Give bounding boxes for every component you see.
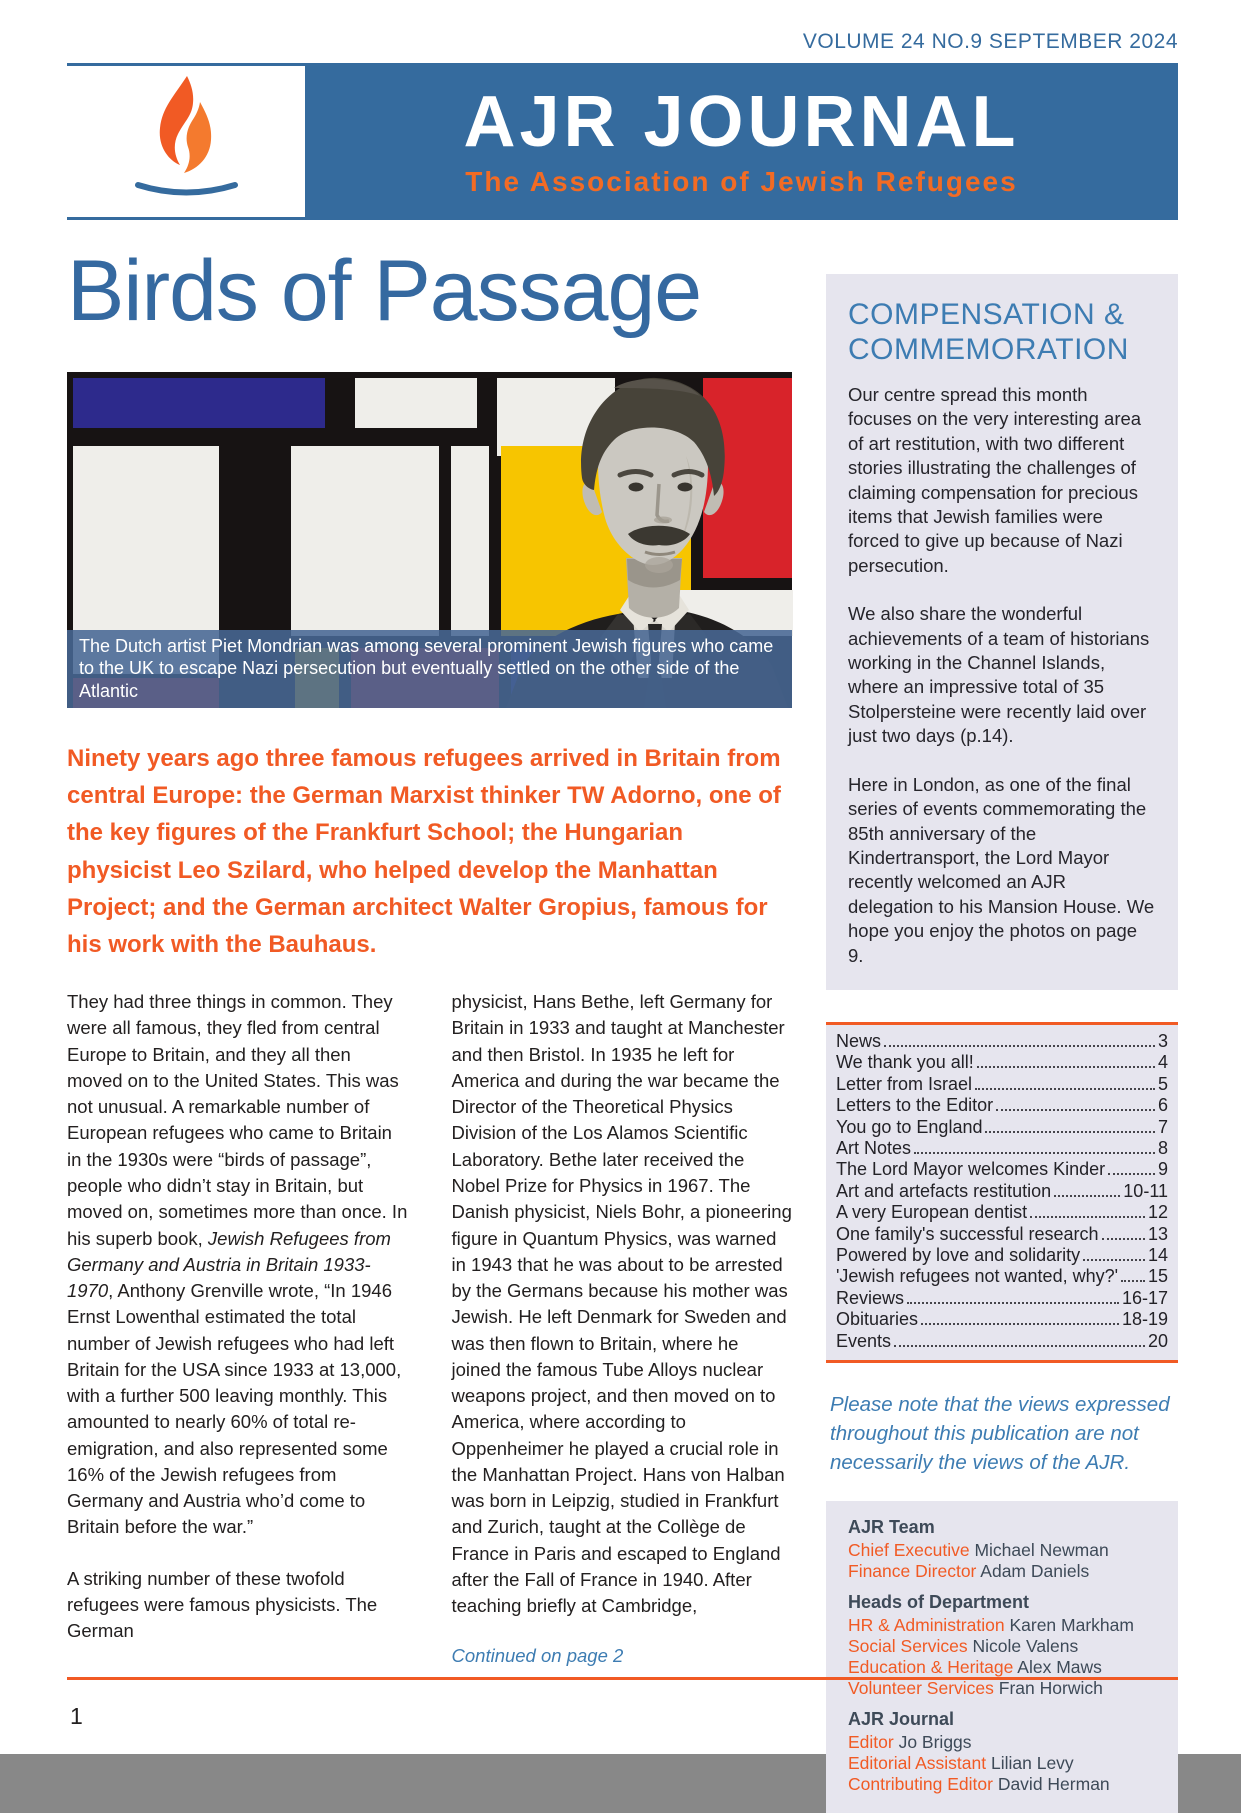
feature-box: [826, 274, 1178, 990]
team-row: Chief Executive Michael Newman: [848, 1540, 1109, 1561]
contents-row: Letters to the Editor 6: [836, 1095, 1168, 1116]
contents-row: Events 20: [836, 1330, 1168, 1351]
disclaimer-note: Please note that the views expressed throughout this publication are not necessarily the views of the AJR.: [830, 1393, 1170, 1475]
contents-row: Art and artefacts restitution 10-11: [836, 1180, 1168, 1201]
article-lead: Ninety years ago three famous refugees arrived in Britain from central Europe: the German Marxist thinker TW Adorno, one of the key figures of the Frankfurt School; the Hungarian physicist Leo Szilard, who helped develop the Manhattan Project; and the German architect Walter Gropius, famous for his work with the Bauhaus.: [67, 745, 781, 958]
feature-paragraph: Our centre spread this month focuses on the very interesting area of art restitution, with two different stories illustrating the challenges of claiming compensation for precious items that Jewish families were forced to give up because of Nazi persecution.: [848, 384, 1142, 576]
team-row: Editor Jo Briggs: [848, 1732, 972, 1753]
team-role-label: Contributing Editor: [848, 1774, 993, 1795]
team-row: Contributing Editor David Herman: [848, 1774, 1110, 1795]
article-body: [67, 989, 792, 1694]
hero-caption: The Dutch artist Piet Mondrian was among several prominent Jewish figures who came to the UK to escape Nazi persecution but eventually settled on the other side of the Atlantic: [67, 630, 792, 709]
body-paragraph: A striking number of these twofold refugees were famous physicists. The German: [67, 1567, 378, 1642]
team-role-label: Chief Executive: [848, 1540, 970, 1561]
sidebar: [826, 274, 1178, 1813]
contents-row: A very European dentist 12: [836, 1202, 1168, 1223]
team-role-label: Finance Director: [848, 1561, 977, 1582]
feature-paragraphs: [848, 383, 1156, 968]
contents-row: One family's successful research 13: [836, 1223, 1168, 1244]
body-column-left: [67, 989, 408, 1694]
masthead: [67, 63, 1178, 220]
team-section-heading: AJR Journal: [848, 1709, 955, 1730]
team-role-label: Editorial Assistant: [848, 1753, 987, 1774]
team-row: Finance Director Adam Daniels: [848, 1561, 1090, 1582]
team-box: [826, 1501, 1178, 1813]
team-role-label: HR & Administration: [848, 1615, 1005, 1636]
contents-row: Obituaries 18-19: [836, 1309, 1168, 1330]
body-paragraph: They had three things in common. They were all famous, they fled from central Europe to Britain, and they all then moved on to the United States. This was not unusual. A remarkable number of European refugees who came to Britain in the 1930s were “birds of passage”, people who didn’t stay in Britain, but moved on, sometimes more than once. In his superb book, Jewish Refugees from Germany and Austria in Britain 1933-1970, Anthony Grenville wrote, “In 1946 Ernst Lowenthal estimated the total number of Jewish refugees who had left Britain for the USA since 1933 at 13,000, with a further 500 leaving monthly. This amounted to nearly 60% of total re-emigration, and also represented some 16% of the Jewish refugees from Germany and Austria who’d come to Britain before the war.”: [67, 991, 408, 1538]
contents-row: News 3: [836, 1030, 1168, 1051]
feature-paragraph: Here in London, as one of the final series of events commemorating the 85th anniversary of the Kindertransport, the Lord Mayor recently welcomed an AJR delegation to his Mansion House. We hope you enjoy the photos on page 9.: [848, 773, 1155, 966]
team-role-label: Editor: [848, 1732, 894, 1753]
contents-row: Powered by love and solidarity 14: [836, 1245, 1168, 1265]
team-row: Education & Heritage Alex Maws: [848, 1657, 1102, 1678]
body-column-right: [452, 989, 793, 1694]
article-title: Birds of Passage: [67, 243, 702, 339]
page-number: 1: [70, 1703, 83, 1729]
contents-row: Reviews 16-17: [836, 1287, 1168, 1308]
team-section-heading: AJR Team: [848, 1517, 935, 1538]
team-row: HR & Administration Karen Markham: [848, 1615, 1134, 1636]
team-role-label: Education & Heritage: [848, 1657, 1014, 1678]
contents-row: We thank you all! 4: [836, 1052, 1168, 1073]
flame-icon: [124, 72, 249, 212]
team-section-heading: Heads of Department: [848, 1592, 1030, 1613]
contents-row: Art Notes 8: [836, 1137, 1168, 1158]
footer-rule: [67, 1677, 1178, 1680]
contents-row: You go to England 7: [836, 1116, 1168, 1137]
contents-row: 'Jewish refugees not wanted, why?' 15: [836, 1266, 1168, 1287]
volume-line: VOLUME 24 NO.9 SEPTEMBER 2024: [802, 30, 1178, 53]
ajr-logo: [67, 63, 305, 220]
masthead-banner: [305, 63, 1178, 220]
feature-title: COMPENSATION & COMMEMORATION: [848, 298, 1129, 366]
team-role-label: Social Services: [848, 1636, 968, 1657]
team-row: Editorial Assistant Lilian Levy: [848, 1753, 1074, 1774]
contents-row: Letter from Israel 5: [836, 1073, 1168, 1094]
contents-list: [826, 1022, 1178, 1363]
team-row: Social Services Nicole Valens: [848, 1636, 1079, 1657]
feature-paragraph: We also share the wonderful achievements of a team of historians working in the Channel Islands, where an impressive total of 35 Stolpersteine were recently laid over just two days (p.14).: [848, 603, 1150, 747]
body-paragraph: physicist, Hans Bethe, left Germany for Britain in 1933 and taught at Manchester and then Bristol. In 1935 he left for America and during the war became the Director of the Theoretical Physics Division of the Los Alamos Scientific Laboratory. Bethe later received the Nobel Prize for Physics in 1967. The Danish physicist, Niels Bohr, a pioneering figure in Quantum Physics, was warned in 1943 that he was about to be arrested by the Germans because his mother was Jewish. He left Denmark for Sweden and was then flown to Britain, where he joined the famous Tube Alloys nuclear weapons project, and then moved on to America, where according to Oppenheimer he played a crucial role in the Manhattan Project. Hans von Halban was born in Leipzig, studied in Frankfurt and Zurich, taught at the Collège de France in Paris and escaped to England after the Fall of France in 1940. After teaching briefly at Cambridge,: [451, 991, 792, 1617]
journal-subtitle: The Association of Jewish Refugees: [465, 165, 1018, 197]
journal-title: AJR JOURNAL: [463, 81, 1020, 162]
team-row: Volunteer Services Fran Horwich: [848, 1678, 1103, 1699]
continued-note: Continued on page 2: [451, 1644, 624, 1666]
hero-image: [67, 372, 792, 708]
contents-row: The Lord Mayor welcomes Kinder 9: [836, 1159, 1168, 1180]
team-role-label: Volunteer Services: [848, 1678, 994, 1699]
